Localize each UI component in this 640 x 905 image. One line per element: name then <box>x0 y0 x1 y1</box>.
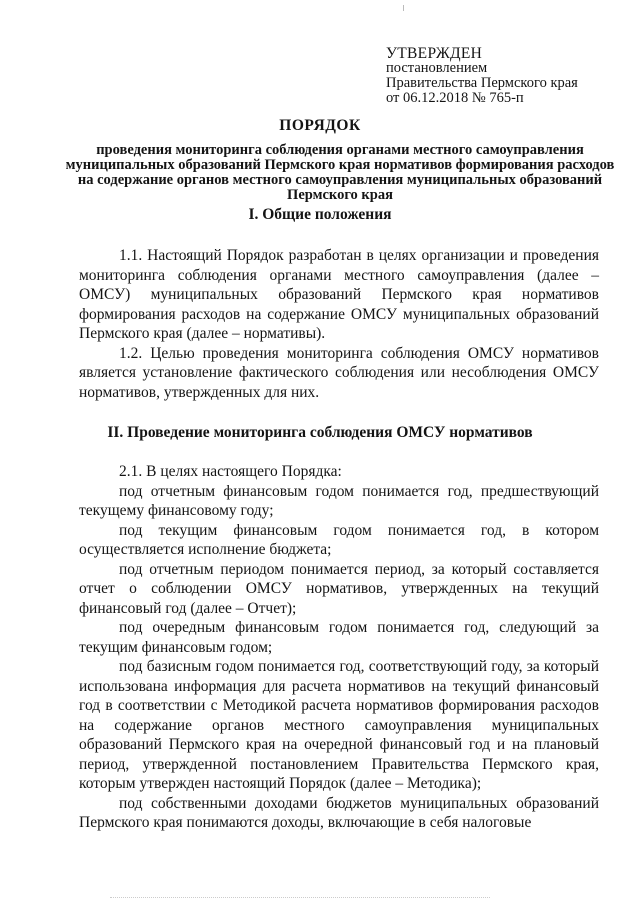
approval-line-2: Правительства Пермского края <box>386 75 578 91</box>
scan-bottom-edge <box>110 897 490 899</box>
definition-base-year: под базисным годом понимается год, соответствующий году, за который использована информация для расчета нормативов на текущий финансовый год в соответствии с Методикой расчета нормативов формирования расходов на содержание органов местного самоуправления муниципальных образований Пермского края на очередной финансовый год и на плановый период, утвержденной постановлением Правительства Пермского края, которым утвержден настоящий Порядок (далее – Методика); <box>79 658 599 792</box>
paragraph-1-2: 1.2. Целью проведения мониторинга соблюдения ОМСУ нормативов является установление фактического соблюдения или несоблюдения ОМСУ нормативов, утвержденных для них. <box>79 344 599 401</box>
definition-reporting-year: под отчетным финансовым годом понимается год, предшествующий текущему финансовому году; <box>79 482 599 519</box>
scan-mark <box>403 5 404 11</box>
section-1-body <box>79 246 599 402</box>
definition-reporting-period: под отчетным периодом понимается период, за который составляется отчет о соблюдении ОМСУ нормативов, утвержденных на текущий финансовый год (далее – Отчет); <box>79 560 599 617</box>
document-subtitle: проведения мониторинга соблюдения органами местного самоуправления муниципальных образований Пермского края нормативов формирования расходов на содержание органов местного самоуправления муниципальных образований Пермского края <box>65 142 615 203</box>
approval-title: УТВЕРЖДЕН <box>386 45 483 62</box>
approval-stamp <box>386 46 578 106</box>
approval-line-3: от 06.12.2018 № 765-п <box>386 90 524 106</box>
section-1-heading: I. Общие положения <box>248 206 392 223</box>
section-2-heading: II. Проведение мониторинга соблюдения ОМСУ нормативов <box>107 424 533 441</box>
definition-own-revenues: под собственными доходами бюджетов муниципальных образований Пермского края понимаются доходы, включающие в себя налоговые <box>79 794 599 831</box>
section-2-body <box>79 462 599 833</box>
definition-next-year: под очередным финансовым годом понимается год, следующий за текущим финансовым годом; <box>79 619 599 656</box>
paragraph-2-1: 2.1. В целях настоящего Порядка: <box>119 463 342 480</box>
document-title: ПОРЯДОК <box>279 117 361 134</box>
paragraph-1-1: 1.1. Настоящий Порядок разработан в целях организации и проведения мониторинга соблюдения органами местного самоуправления (далее – ОМСУ) муниципальных образований Пермского края нормативов формирования расходов на содержание ОМСУ муниципальных образований Пермского края (далее – нормативы). <box>79 247 599 342</box>
definition-current-year: под текущим финансовым годом понимается год, в котором осуществляется исполнение бюджета; <box>79 521 599 558</box>
approval-line-1: постановлением <box>386 60 488 76</box>
